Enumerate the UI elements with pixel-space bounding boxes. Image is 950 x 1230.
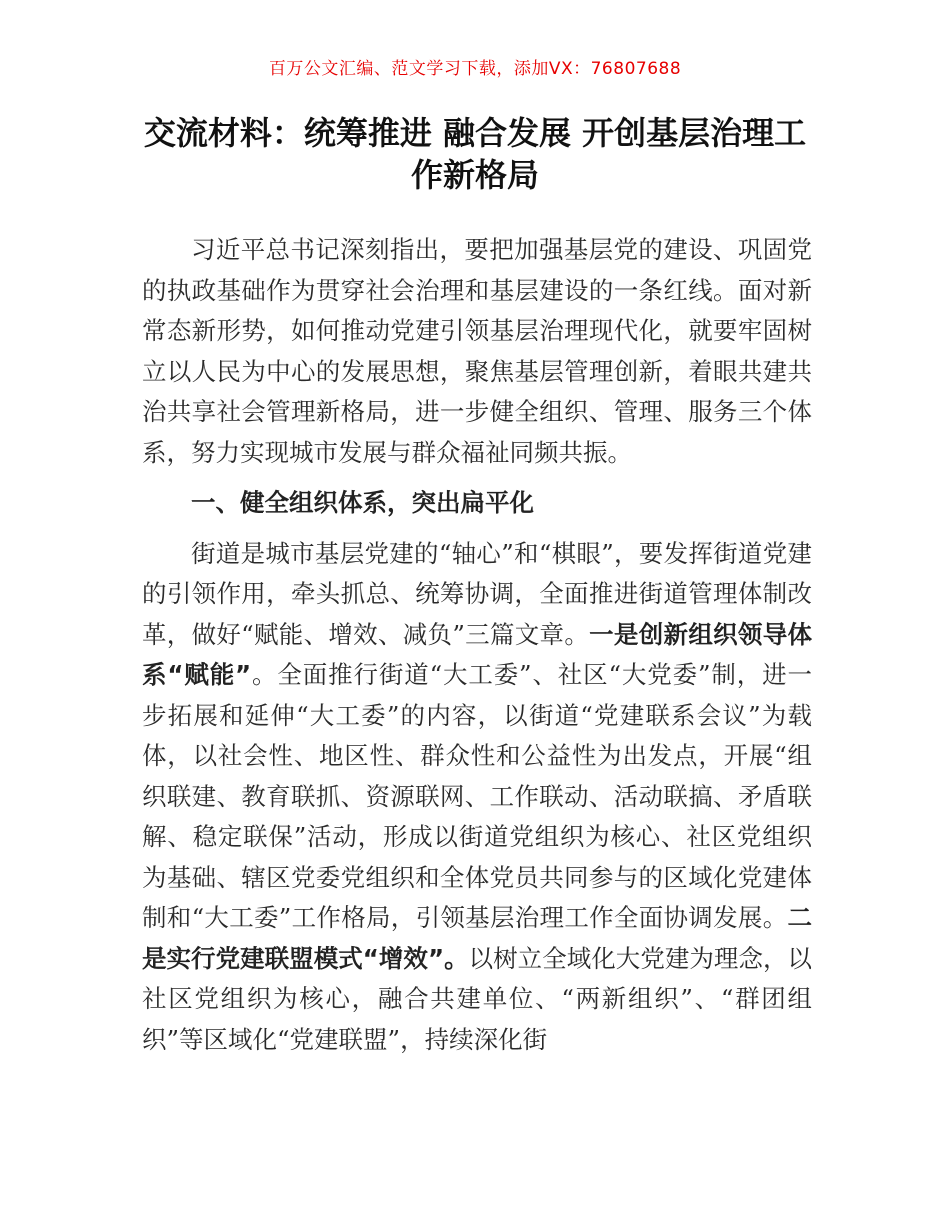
bold-point-one: 一是创新组织领导体系“赋能”	[142, 619, 812, 689]
bold-point-two: 二是实行党建联盟模式“增效”。	[142, 903, 812, 973]
paragraph-text: 街道是城市基层党建的“轴心”和“棋眼”，要发挥街道党建的引领作用，牵头抓总、统筹协调，全面推进街道管理体制改革，做好“赋能、增效、减负”三篇文章。	[142, 538, 812, 649]
section-1-heading: 一、健全组织体系，突出扁平化	[191, 488, 534, 517]
section-1-paragraph	[142, 534, 812, 1061]
document-body	[142, 230, 812, 1060]
paragraph-text: 以树立全域化大党建为理念，以社区党组织为核心，融合共建单位、“两新组织”、“群团组织”等区域化“党建联盟”，持续深化街	[142, 943, 813, 1054]
intro-paragraph: 习近平总书记深刻指出，要把加强基层党的建设、巩固党的执政基础作为贯穿社会治理和基层建设的一条红线。面对新常态新形势，如何推动党建引领基层治理现代化，就要牢固树立以人民为中心的发展思想，聚焦基层管理创新，着眼共建共治共享社会管理新格局，进一步健全组织、管理、服务三个体系，努力实现城市发展与群众福祉同频共振。	[142, 235, 812, 467]
paragraph-text: 。全面推行街道“大工委”、社区“大党委”制，进一步拓展和延伸“大工委”的内容，以街道“党建联系会议”为载体，以社会性、地区性、群众性和公益性为出发点，开展“组织联建、教育联抓、资源联网、工作联动、活动联搞、矛盾联解、稳定联保”活动，形成以街道党组织为核心、社区党组织为基础、辖区党委党组织和全体党员共同参与的区域化党建体制和“大工委”工作格局，引领基层治理工作全面协调发展。	[142, 660, 812, 932]
header-watermark-text: 百万公文汇编、范文学习下载，添加VX：76807688	[268, 59, 682, 79]
document-title: 交流材料：统筹推进 融合发展 开创基层治理工作新格局	[143, 114, 807, 194]
